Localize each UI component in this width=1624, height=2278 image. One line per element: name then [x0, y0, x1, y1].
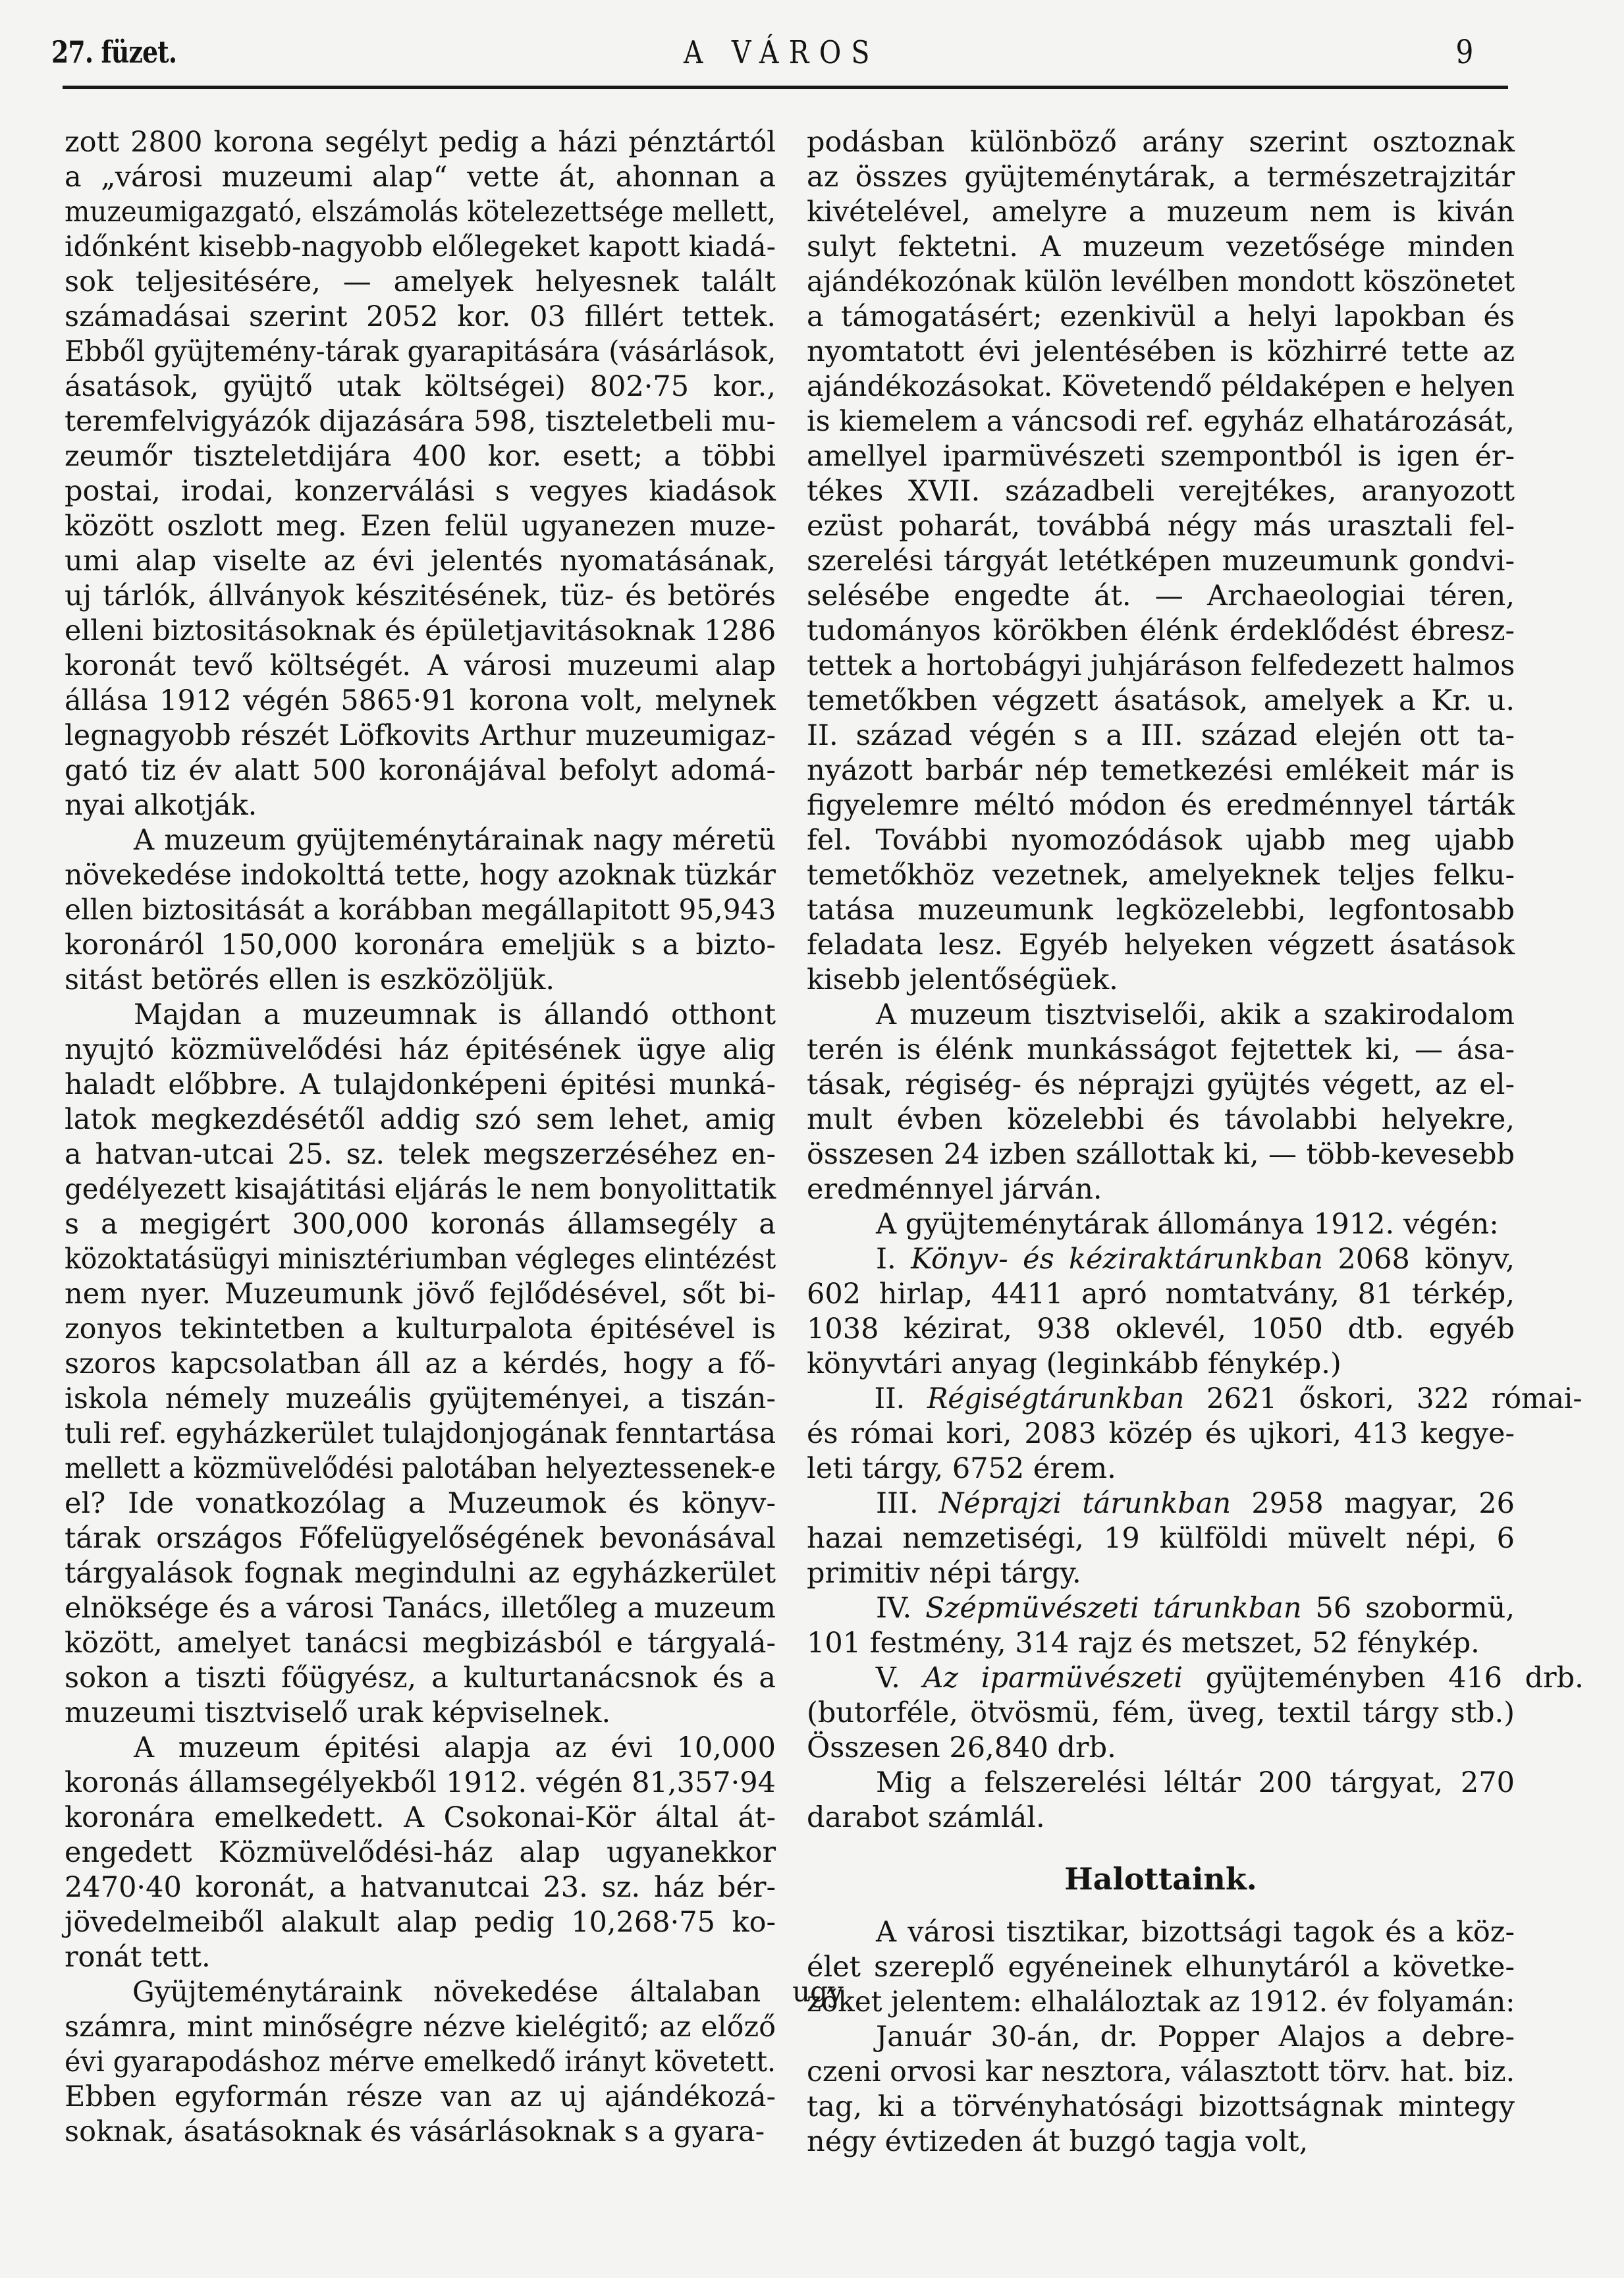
text-line: jövedelmeiből alakult alap pedig 10,268·75 ko-: [65, 1906, 776, 1939]
text-line: primitiv népi tárgy.: [807, 1557, 1081, 1590]
text-line: 101 festmény, 314 rajz és metszet, 52 fénykép.: [807, 1627, 1480, 1660]
text-line: mellett a közmüvelődési palotában helyeztessenek-e: [65, 1452, 776, 1485]
text-line: amellyel iparmüvészeti szempontból is igen ér-: [807, 440, 1515, 473]
text-line: 602 hirlap, 4411 apró nomtatvány, 81 térkép,: [807, 1278, 1515, 1311]
text-line: koronáról 150,000 koronára emeljük s a bizto-: [65, 929, 776, 962]
right-column: [807, 125, 1584, 2159]
text-line: tuli ref. egyházkerület tulajdonjogának fenntartása: [65, 1417, 776, 1450]
text-line: nyázott barbár nép temetkezési emlékeit már is: [807, 754, 1515, 787]
text-line: zeumőr tiszteletdijára 400 kor. esett; a többi: [65, 440, 776, 473]
text-line: kisebb jelentőségüek.: [807, 963, 1118, 996]
text-line: feladata lesz. Egyéb helyeken végzett ásatások: [807, 929, 1515, 962]
text-line: A városi tisztikar, bizottsági tagok és a köz-: [876, 1916, 1515, 1949]
text-line: latok megkezdésétől addig szó sem lehet, amig: [65, 1103, 776, 1136]
text-line: tudományos körökben élénk érdeklődést ébresz-: [807, 614, 1515, 647]
text-line: temetőkben végzett ásatások, amelyek a Kr. u.: [807, 684, 1515, 717]
text-line: Ebben egyformán része van az uj ajándékozá-: [65, 2080, 776, 2113]
text-line: ellen biztositását a korábban megállapitott 95,943: [65, 894, 776, 927]
paragraph: [807, 998, 1515, 1207]
paragraph: [807, 1661, 1584, 1766]
paragraph: [65, 125, 776, 823]
paragraph: [807, 1915, 1515, 2020]
text-line: Ebből gyüjtemény-tárak gyarapitására (vásárlások,: [65, 335, 776, 368]
text-line: sitást betörés ellen is eszközöljük.: [65, 963, 555, 996]
text-line: iskola némely muzeális gyüjteményei, a tiszán-: [65, 1382, 776, 1415]
issue-label: 27. füzet.: [51, 34, 177, 70]
left-column: [65, 125, 844, 2150]
text-line: tékes XVII. századbeli verejtékes, aranyozott: [807, 475, 1515, 508]
text-line: négy évtizeden át buzgó tagja volt,: [807, 2125, 1309, 2158]
text-line: darabot számlál.: [807, 1801, 1045, 1834]
text-line: ezüst poharát, továbbá négy más urasztali fel-: [807, 510, 1515, 543]
text-line: mult évben közelebbi és távolabbi helyekre,: [807, 1103, 1515, 1136]
text-line: évi gyarapodáshoz mérve emelkedő irányt követett.: [65, 2046, 776, 2078]
text-line: tásak, régiség- és néprajzi gyüjtés végett, az el-: [807, 1068, 1515, 1101]
text-line: I. Könyv- és kéziraktárunkban 2068 könyv,: [876, 1243, 1515, 1276]
collection-name: Szépmüvészeti tárunkban: [925, 1592, 1302, 1625]
section-heading: Halottaink.: [1064, 1861, 1257, 1897]
collection-name: Régiségtárunkban: [927, 1382, 1185, 1415]
text-line: között oszlott meg. Ezen felül ugyanezen muze-: [65, 510, 776, 543]
text-line: a támogatásért; ezenkivül a helyi lapokban és: [807, 300, 1515, 333]
text-line: tatása muzeumunk legközelebbi, legfontosabb: [807, 894, 1515, 927]
paragraph: [65, 823, 776, 998]
text-line: sokon a tiszti főügyész, a kulturtanácsnok és a: [65, 1662, 776, 1695]
text-line: 1038 kézirat, 938 oklevél, 1050 dtb. egyéb: [807, 1313, 1515, 1345]
text-line: nyomtatott évi jelentésében is közhirré tette az: [807, 335, 1515, 368]
collection-name: Az iparmüvészeti: [923, 1662, 1183, 1695]
text-line: A gyüjteménytárak állománya 1912. végén:: [876, 1208, 1499, 1241]
text-line: összesen 24 izben szállottak ki, — több-kevesebb: [807, 1138, 1515, 1171]
text-line: temetőkhöz vezetnek, amelyeknek teljes felku-: [807, 859, 1515, 892]
text-line: podásban különböző arány szerint osztoznak: [807, 126, 1515, 159]
text-line: selésébe engedte át. — Archaeologiai téren,: [807, 580, 1515, 612]
text-line: elleni biztositásoknak és épületjavitásoknak 1286: [65, 614, 776, 647]
paragraph: [807, 1207, 1515, 1242]
text-line: Gyüjteménytáraink növekedése általaban ugy: [132, 1976, 844, 2009]
text-line: figyelemre méltó módon és eredménnyel tárták: [807, 789, 1515, 822]
text-line: (butorféle, ötvösmü, fém, üveg, textil tárgy stb.): [807, 1696, 1515, 1729]
text-line: tárak országos Főfelügyelőségének bevonásával: [65, 1522, 776, 1555]
text-line: koronát tevő költségét. A városi muzeumi alap: [65, 649, 776, 682]
text-line: ajándékozásokat. Követendő példaképen e helyen: [807, 370, 1515, 403]
text-line: Majdan a muzeumnak is állandó otthont: [134, 998, 776, 1031]
text-line: umi alap viselte az évi jelentés nyomatásának,: [65, 545, 776, 578]
text-line: soknak, ásatásoknak és vásárlásoknak s a gyara-: [65, 2115, 765, 2148]
paragraph: [65, 998, 776, 1731]
journal-title: A VÁROS: [684, 34, 880, 71]
paragraph: [807, 1486, 1515, 1591]
text-line: muzeumigazgató, elszámolás kötelezettsége mellett,: [65, 196, 776, 229]
text-line: III. Néprajzi tárunkban 2958 magyar, 26: [876, 1487, 1515, 1520]
text-line: gedélyezett kisajátitási eljárás le nem bonyolittatik: [65, 1173, 776, 1206]
text-line: hazai nemzetiségi, 19 külföldi müvelt népi, 6: [807, 1522, 1515, 1555]
text-line: elnöksége és a városi Tanács, illetőleg a muzeum: [65, 1592, 776, 1625]
text-line: eredménnyel járván.: [807, 1173, 1102, 1206]
paragraph: [807, 1591, 1515, 1661]
text-line: ásatások, gyüjtő utak költségei) 802·75 kor.,: [65, 370, 776, 403]
text-line: állása 1912 végén 5865·91 korona volt, melynek: [65, 684, 776, 717]
text-line: Összesen 26,840 drb.: [807, 1731, 1116, 1764]
text-line: IV. Szépmüvészeti tárunkban 56 szobormü,: [876, 1592, 1515, 1625]
text-line: nyujtó közmüvelődési ház épitésének ügye alig: [65, 1033, 776, 1066]
header-rule: [63, 86, 1508, 89]
text-line: növekedése indokolttá tette, hogy azoknak tüzkár: [65, 859, 776, 892]
page-number: 9: [1455, 33, 1474, 71]
text-line: teremfelvigyázók dijazására 598, tiszteletbeli mu-: [65, 405, 776, 438]
text-line: számra, mint minőségre nézve kielégitő; az előző: [65, 2011, 776, 2044]
collection-name: Néprajzi tárunkban: [938, 1487, 1232, 1520]
text-line: II. Régiségtárunkban 2621 őskori, 322 római-: [874, 1382, 1583, 1415]
text-line: a „városi muzeumi alap“ vette át, ahonnan a: [65, 161, 776, 194]
text-line: időnként kisebb-nagyobb előlegeket kapott kiadá-: [65, 231, 776, 263]
text-line: sok teljesitésére, — amelyek helyesnek talált: [65, 265, 776, 298]
paragraph: [807, 1242, 1515, 1382]
text-line: nyai alkotják.: [65, 789, 257, 822]
text-line: V. Az iparmüvészeti gyüjteményben 416 drb.: [875, 1662, 1584, 1695]
text-line: közoktatásügyi minisztériumban végleges elintézést: [65, 1243, 776, 1276]
text-line: szerelési tárgyát letétképen muzeumunk gondvi-: [807, 545, 1515, 578]
text-line: A muzeum gyüjteménytárainak nagy méretü: [134, 824, 776, 857]
text-line: sulyt fektetni. A muzeum vezetősége minden: [807, 231, 1515, 263]
paragraph: [65, 1975, 844, 2150]
text-line: kivételével, amelyre a muzeum nem is kiván: [807, 196, 1515, 229]
text-line: czeni orvosi kar nesztora, választott törv. hat. biz.: [807, 2055, 1515, 2088]
text-line: koronás államsegélyekből 1912. végén 81,357·94: [65, 1766, 776, 1799]
text-line: uj tárlók, állványok készitésének, tüz- és betörés: [65, 580, 776, 612]
text-line: A muzeum tisztviselői, akik a szakirodalom: [876, 998, 1515, 1031]
text-line: tárgyalások fognak megindulni az egyházkerület: [65, 1557, 776, 1590]
text-line: élet szereplő egyéneinek elhunytáról a követke-: [807, 1951, 1515, 1984]
text-line: tag, ki a törvényhatósági bizottságnak mintegy: [807, 2090, 1515, 2123]
text-line: között, amelyet tanácsi megbizásból e tárgyalá-: [65, 1627, 776, 1660]
text-line: is kiemelem a váncsodi ref. egyház elhatározását,: [807, 405, 1515, 438]
text-line: tettek a hortobágyi juhjáráson felfedezett halmos: [807, 649, 1515, 682]
paragraph: [807, 1766, 1515, 1835]
text-line: Január 30-án, dr. Popper Alajos a debre-: [876, 2020, 1515, 2053]
text-line: A muzeum épitési alapja az évi 10,000: [134, 1731, 776, 1764]
text-line: könyvtári anyag (leginkább fénykép.): [807, 1347, 1341, 1380]
text-line: szoros kapcsolatban áll az a kérdés, hogy a fő-: [65, 1347, 776, 1380]
text-line: számadásai szerint 2052 kor. 03 fillért tettek.: [65, 300, 776, 333]
text-line: II. század végén s a III. század elején ott ta-: [807, 719, 1515, 752]
text-line: s a megigért 300,000 koronás államsegély a: [65, 1208, 776, 1241]
text-line: zott 2800 korona segélyt pedig a házi pénztártól: [65, 126, 776, 159]
text-line: el? Ide vonatkozólag a Muzeumok és könyv-: [65, 1487, 776, 1520]
text-line: postai, irodai, konzerválási s vegyes kiadások: [65, 475, 776, 508]
text-line: engedett Közmüvelődési-ház alap ugyanekkor: [65, 1836, 776, 1869]
paragraph: [65, 1731, 776, 1975]
text-line: koronára emelkedett. A Csokonai-Kör által át-: [65, 1801, 776, 1834]
paragraph: [807, 1382, 1583, 1486]
paragraph: [807, 125, 1515, 998]
text-line: zonyos tekintetben a kulturpalota épitésével is: [65, 1313, 776, 1345]
text-line: ajándékozónak külön levélben mondott köszönetet: [807, 265, 1515, 298]
text-line: Mig a felszerelési léltár 200 tárgyat, 270: [876, 1766, 1515, 1799]
text-line: leti tárgy, 6752 érem.: [807, 1452, 1116, 1485]
text-line: zőket jelentem: elhaláloztak az 1912. év folyamán:: [807, 1986, 1515, 2019]
collection-name: Könyv- és kéziraktárunkban: [911, 1243, 1323, 1276]
text-line: a hatvan-utcai 25. sz. telek megszerzéséhez en-: [65, 1138, 776, 1171]
text-line: terén is élénk munkásságot fejtettek ki, — ása-: [807, 1033, 1515, 1066]
text-line: fel. További nyomozódások ujabb meg ujabb: [807, 824, 1515, 857]
text-line: 2470·40 koronát, a hatvanutcai 23. sz. ház bér-: [65, 1871, 776, 1904]
page-header: [51, 26, 1500, 86]
text-line: haladt előbbre. A tulajdonképeni épitési munká-: [65, 1068, 776, 1101]
text-line: nem nyer. Muzeumunk jövő fejlődésével, sőt bi-: [65, 1278, 776, 1311]
text-line: az összes gyüjteménytárak, a természetrajzitár: [807, 161, 1515, 194]
text-line: és római kori, 2083 közép és ujkori, 413 kegye-: [807, 1417, 1515, 1450]
text-line: legnagyobb részét Löfkovits Arthur muzeumigaz-: [65, 719, 776, 752]
text-line: ronát tett.: [65, 1941, 211, 1974]
text-line: gató tiz év alatt 500 koronájával befolyt adomá-: [65, 754, 776, 787]
text-line: muzeumi tisztviselő urak képviselnek.: [65, 1696, 611, 1729]
paragraph: [807, 2020, 1515, 2159]
